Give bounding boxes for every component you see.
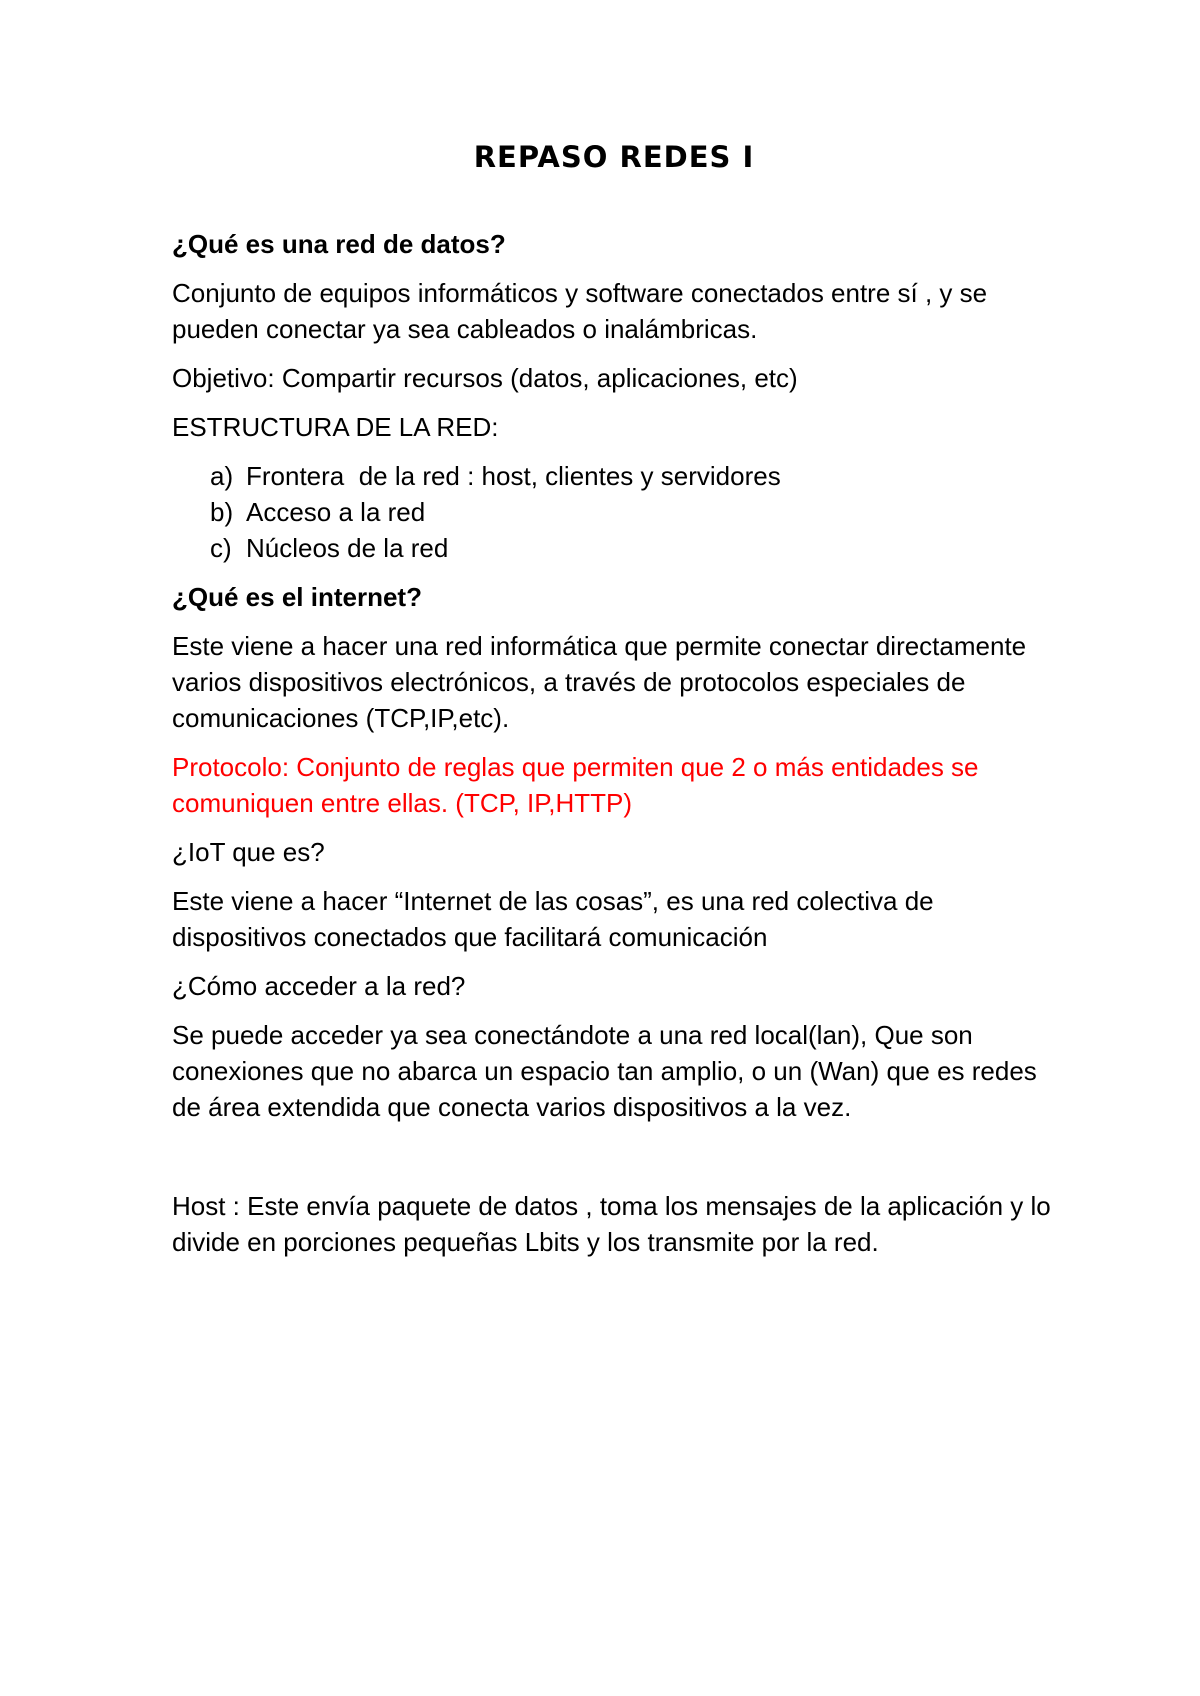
iot-question: ¿IoT que es? [172,837,325,867]
list-item [210,458,1052,494]
list-marker: c) [210,533,232,563]
network-definition: Conjunto de equipos informáticos y software conectados entre sí , y se pueden conectar ya sea cableados o inalámbricas. [172,278,988,344]
list-item [210,530,1052,566]
list-item-text: Acceso a la red [246,497,426,527]
question-internet-heading: ¿Qué es el internet? [172,582,422,612]
internet-definition: Este viene a hacer una red informática que permite conectar directamente varios dispositivos electrónicos, a través de protocolos especiales de comunicaciones (TCP,IP,etc). [172,631,1027,733]
structure-label: ESTRUCTURA DE LA RED: [172,412,499,442]
host-definition: Host : Este envía paquete de datos , toma los mensajes de la aplicación y lo divide en porciones pequeñas Lbits y los transmite por la red. [172,1191,1051,1257]
question-network-heading: ¿Qué es una red de datos? [172,229,506,259]
document-page [172,140,1052,1273]
list-item [210,494,1052,530]
list-marker: a) [210,461,234,491]
iot-answer: Este viene a hacer “Internet de las cosas”, es una red colectiva de dispositivos conectados que facilitará comunicación [172,886,934,952]
access-answer: Se puede acceder ya sea conectándote a una red local(lan), Que son conexiones que no abarca un espacio tan amplio, o un (Wan) que es redes de área extendida que conecta varios dispositivos a la vez. [172,1020,1037,1122]
access-question: ¿Cómo acceder a la red? [172,971,466,1001]
protocol-note: Protocolo: Conjunto de reglas que permiten que 2 o más entidades se comuniquen entre ellas. (TCP, IP,HTTP) [172,752,979,818]
list-item-text: Núcleos de la red [246,533,449,563]
blank-line [172,1138,1052,1188]
network-objective: Objetivo: Compartir recursos (datos, aplicaciones, etc) [172,363,798,393]
list-marker: b) [210,497,234,527]
list-item-text: Frontera de la red : host, clientes y servidores [246,461,781,491]
structure-list [172,458,1052,566]
document-title: REPASO REDES I [473,140,755,174]
